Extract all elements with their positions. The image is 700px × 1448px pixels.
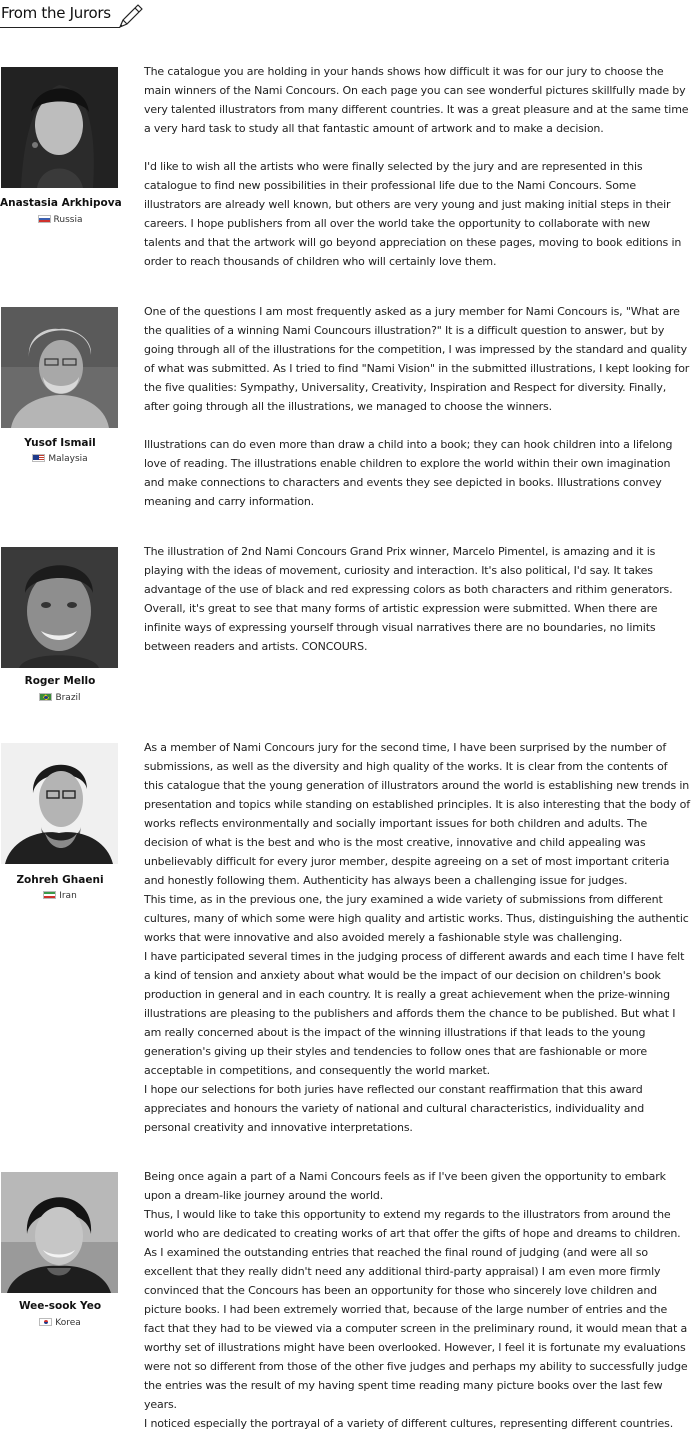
section-header xyxy=(0,0,150,34)
statement-paragraph: As I examined the outstanding entries that reached the final round of judging (and were all so excellent that they really didn't need any additional third-party appraisal) I am even more firmly convinced that the Concours has been an opportunity for those who sincerely love children and picture books. I had been extremely worried that, because of the large number of entries and the fact that they had to be viewed via a computer screen in the preliminary round, it would mean that a worthy set of illustrations might have been overlooked. However, I feel it is fortunate my evaluations were not so different from those of the other five judges and perhaps my ability to successfully judge the entries was the result of my having spent time reading many picture books over the last few years. xyxy=(144,1246,688,1411)
juror-name: Roger Mello xyxy=(24,675,96,687)
juror-country-label: Malaysia xyxy=(48,454,88,464)
juror-country-label: Russia xyxy=(53,215,83,225)
juror-photo xyxy=(1,547,118,668)
statement-paragraph: I have participated several times in the judging process of different awards and each time I have felt a kind of tension and anxiety about what would be the impact of our decision on children's book production in general and in each country. It is really a great achievement when the prize-winning illustrations are pleasing to the publishers and affords them the chance to be published. But what I am really concerned about is the impact of the winning illustrations if that leads to the young generation's giving up their styles and tendencies to follow ones that are fashionable or more acceptable in competitions, and consequently the world market. xyxy=(144,950,685,1077)
juror-country-label: Brazil xyxy=(55,693,81,703)
statement-paragraph: The catalogue you are holding in your hands shows how difficult it was for our jury to choose the main winners of the Nami Concours. On each page you can see wonderful pictures skillfully made by very talented illustrators from many different countries. It was a great pleasure and at the same time a very hard task to study all that fantastic amount of artwork and to make a decision. xyxy=(144,65,689,135)
juror-country xyxy=(0,891,120,901)
juror-country-label: Korea xyxy=(55,1318,81,1328)
juror-statement xyxy=(144,1167,690,1433)
statement-paragraph: Thus, I would like to take this opportunity to extend my regards to the illustrators from around the world who are dedicated to creating works of art that offer the gifts of hope and dreams to children. xyxy=(144,1208,681,1240)
statement-paragraph: I noticed especially the portrayal of a variety of different cultures, representing different countries. xyxy=(144,1417,674,1430)
juror-country-label: Iran xyxy=(59,891,77,901)
title-underline xyxy=(0,27,120,28)
malaysia-flag-icon xyxy=(32,454,45,462)
juror-photo xyxy=(1,307,118,428)
statement-paragraph: This time, as in the previous one, the jury examined a wide variety of submissions from different cultures, many of which some were high quality and artistic works. Thus, distinguishing the authentic works that were innovative and also avoided merely a fashionable style was challenging. xyxy=(144,893,689,944)
juror-name: Zohreh Ghaeni xyxy=(16,874,104,886)
statement-paragraph: I hope our selections for both juries have reflected our constant reaffirmation that this award appreciates and honours the variety of national and cultural characteristics, individuality and personal creativity and innovative interpretations. xyxy=(144,1083,645,1134)
pencil-icon xyxy=(116,1,146,31)
statement-paragraph: Being once again a part of a Nami Concours feels as if I've been given the opportunity to embark upon a dream-like journey around the world. xyxy=(144,1170,666,1202)
juror-statement xyxy=(144,738,690,1137)
statement-paragraph: As a member of Nami Concours jury for the second time, I have been surprised by the number of submissions, as well as the diversity and high quality of the works. It is clear from the contents of this catalogue that the young generation of illustrators around the world is establishing new trends in presentation and topics while standing on established principles. It is also interesting that the body of works reflects environmentally and socially important issues for both children and adults. The decision of what is the best and who is the most creative, innovative and child appealing was unbelievably difficult for every juror member, despite agreeing on a set of most important criteria and honestly following them. Authenticity has always been a challenging issue for judges. xyxy=(144,741,690,887)
statement-paragraph: The illustration of 2nd Nami Concours Grand Prix winner, Marcelo Pimentel, is amazing and it is playing with the ideas of movement, curiosity and interaction. It's also political, I'd say. It takes advantage of the use of black and red expressing colors as both characters and rithim generators. Overall, it's great to see that many forms of artistic expression were submitted. When there are infinite ways of expressing yourself through visual narratives there are no boundaries, no limits between readers and artists. CONCOURS. xyxy=(144,545,673,653)
juror-country xyxy=(0,454,120,464)
juror-country xyxy=(0,215,120,225)
page-title: From the Jurors xyxy=(1,4,111,22)
statement-paragraph: I'd like to wish all the artists who were finally selected by the jury and are represented in this catalogue to find new possibilities in their professional life due to the Nami Concours. Some illustrators are already well known, but others are very young and just making initial steps in their careers. I hope publishers from all over the world take the opportunity to collaborate with new talents and that the artwork will go beyond appreciation on these pages, moving to book editions in order to reach thousands of children who will certainly love them. xyxy=(144,160,682,268)
juror-country xyxy=(0,693,120,703)
juror-statement xyxy=(144,542,690,675)
juror-name: Anastasia Arkhipova xyxy=(0,197,122,209)
brazil-flag-icon xyxy=(39,693,52,701)
juror-statement xyxy=(144,302,690,530)
iran-flag-icon xyxy=(43,891,56,899)
juror-name: Wee-sook Yeo xyxy=(18,1300,102,1312)
statement-paragraph: Illustrations can do even more than draw a child into a book; they can hook children into a lifelong love of reading. The illustrations enable children to explore the world within their own imagination and make connections to characters and events they see depicted in books. Illustrations convey meaning and carry information. xyxy=(144,438,673,508)
juror-name: Yusof Ismail xyxy=(24,437,96,449)
russia-flag-icon xyxy=(38,215,51,223)
juror-photo xyxy=(1,67,118,188)
juror-photo xyxy=(1,743,118,864)
juror-country xyxy=(0,1318,120,1328)
korea-flag-icon xyxy=(39,1318,52,1326)
statement-paragraph: One of the questions I am most frequently asked as a jury member for Nami Concours is, "What are the qualities of a winning Nami Councours illustration?" It is a difficult question to answer, but by going through all of the illustrations for the competition, I was impressed by the standard and quality of what was submitted. As I tried to find "Nami Vision" in the submitted illustrations, I kept looking for the five qualities: Sympathy, Universality, Creativity, Inspiration and Respect for diversity. Finally, after going through all the illustrations, we managed to choose the winners. xyxy=(144,305,690,413)
juror-photo xyxy=(1,1172,118,1293)
juror-statement xyxy=(144,62,690,290)
